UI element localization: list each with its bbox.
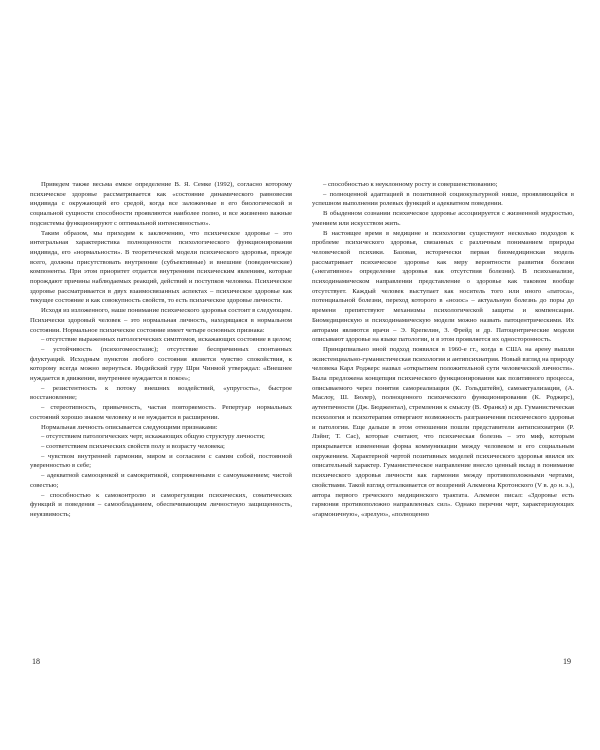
left-list-item-2: – устойчивость (психогомеостазис); отсутствие беспричинных спонтанных флуктуаций. Исходным пунктом любого состояния является чувство спокойствия, к которому всегда можно вернуться. Индийский гуру Шри Чинмой утверждал: «Внешнее нуждается в движении, внутреннее нуждается в покое»; [30, 345, 292, 383]
left-paragraph-4: Нормальная личность описывается следующими признаками: [41, 423, 218, 431]
right-list-item-1: – способностью к неуклонному росту и совершенствованию; [323, 181, 498, 188]
right-page-number: 19 [563, 657, 571, 666]
left-list-item-6: – соответствием психических свойств полу и возрасту человека; [41, 442, 225, 450]
left-list-item-7: – чувством внутренней гармонии, миром и согласием с самим собой, постоянной уверенностью в себе; [30, 452, 292, 470]
left-list-item-8: – адекватной самооценкой и самокритикой, сопряженными с самоуважением; чистой совестью; [30, 472, 292, 489]
left-list-item-3: – резистентность к потоку внешних воздействий, «упругость», быстрое восстановление; [30, 384, 292, 402]
left-page [30, 180, 292, 520]
left-list-item-1: – отсутствие выраженных патологических симптомов, искажающих состояние в целом; [41, 336, 292, 344]
right-paragraph-3: Принципиально иной подход появился в 1960-е гг., когда в США на арену вышли экзистенциально-гуманистическая психология и антипсихиатрия. Новый взгляд на природу человека Карл Роджерс назвал «открытием положительной сути человеческой личности». Была предложена концепция психического функционирования как позитивного процесса, описываемого через понятия самореализации (К. Гольдштейн), самоактуализации, (А. Маслоу, Ш. Бюлер), полноценного психического функционирования (К. Роджерс), аутентичности (Дж. Бюджентал), стремления к смыслу (В. Франкл) и др. Гуманистическая психология и психотерапия отвергают возможность разграничения психического здоровья и патологии. Еще дальше в этом отношении пошли представители антипсихиатрии (Р. Лэйнг, Т. Сас), которые считают, что психическая болезнь – это миф, которым прикрывается измененная форма коммуникации между человеком и его социальным окружением. Характерной чертой позитивных моделей психического здоровья явился их описательный характер. Гуманистическое направление внесло ценный вклад в понимание психического здоровья личности как гармонии между противоположными чертами, свойствами. Такой взгляд отталкивается от воззрений Алкмеона Кротонского (V в. до н. э.), автора первого греческого медицинского трактата. Алкмеон писал: «Здоровье есть гармония противоположно направленных сил». Однако перечни черт, характеризующих «гармоничную», «зрелую», «полноценно [312, 345, 574, 518]
left-list-item-4: – стереотипность, привычность, частая повторяемость. Репертуар нормальных состояний хорошо знаком человеку и не нуждается в расширении. [30, 404, 292, 421]
left-list-item-5: – отсутствием патологических черт, искажающих общую структуру личности; [41, 433, 265, 441]
right-paragraph-1: В обыденном сознании психическое здоровье ассоциируется с жизненной мудростью, умением или искусством жить. [312, 210, 574, 227]
left-page-number: 18 [32, 657, 40, 666]
right-list-item-2: – полноценной адаптацией в позитивной социокультурной нише, проявляющейся в успешном выполнении ролевых функций и адекватном поведении. [312, 190, 574, 208]
left-paragraph-1: Приведем также весьма емкое определение В. Я. Семке (1992), согласно которому психическое здоровье рассматривается как «состояние динамического равновесия индивида с окружающей его средой, когда все заложенные в его биологической и социальной сущности способности проявляются наиболее полно, и все жизненно важные подсистемы функционируют с оптимальной интенсивностью». [30, 181, 292, 227]
left-list-item-9: – способностью к самоконтролю и саморегуляции психических, соматических функций и поведения – самообладанием, обеспечивающим личностную защищенность, неуязвимость; [30, 491, 292, 518]
left-paragraph-3: Исходя из изложенного, наше понимание психического здоровья состоит в следующем. Психически здоровый человек – это нормальная личность, находящаяся в нормальном состоянии. Нормальное психическое состояние имеет четыре основных признака: [30, 307, 292, 334]
right-page [312, 180, 574, 520]
left-paragraph-2: Таким образом, мы приходим к заключению, что психическое здоровье – это интегральная характеристика полноценности психологического функционирования индивида, его «нормальности». В теоретической модели психического здоровья, прежде всего, должны присутствовать внутренние (субъективные) и внешние (поведенческие) компоненты. При этом приоритет отдается внутренним психическим явлениям, которые порождают причины наблюдаемых реакций, действий и поступков человека. Психическое здоровье рассматривается в двух взаимосвязанных аспектах – психическое здоровье как текущее состояние и как совокупность свойств, то есть психическое здоровье личности. [30, 229, 292, 305]
right-paragraph-2: В настоящее время в медицине и психологии существуют несколько подходов к проблеме психического здоровья, связанных с различным пониманием природы человеческой психики. Базовая, исторически первая биомедицинская модель рассматривает психическое здоровье как меру вероятности развития болезни («негативное» определение здоровья как отсутствия болезни). В психоанализе, психодинамическом направлении представление о здоровье как таковом вообще отсутствует. Каждый человек выступает как носитель того или иного «патоса», потенциальной болезни, переход которого в «нозос» – актуальную болезнь до поры до времени препятствуют механизмы психологической защиты и компенсации. Биомедицинскую и психодинамическую модели можно назвать патоцентрическими. Их авторами являются врачи – Э. Крепелин, З. Фрейд и др. Патоцентрические модели описывают здоровье на языке патологии, и в этом проявляется их односторонность. [312, 229, 574, 344]
